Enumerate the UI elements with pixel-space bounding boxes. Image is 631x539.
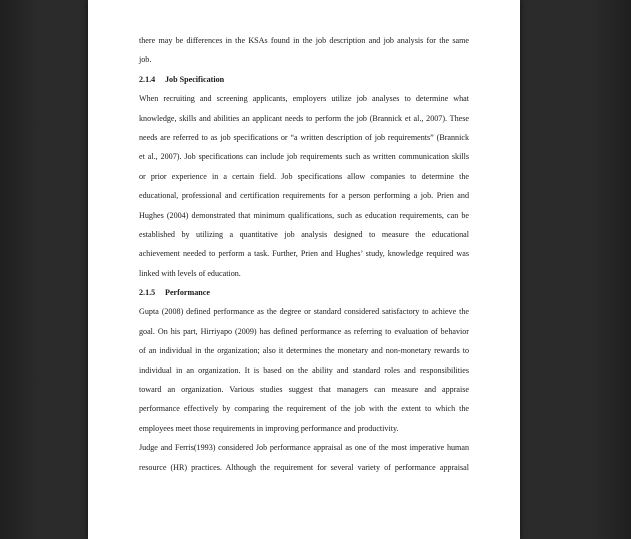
text-line: employees meet those requirements in improving performance and productivity. bbox=[139, 423, 399, 433]
text-line: performance effectively by comparing the requirement of the job with the extent to which the bbox=[139, 404, 469, 414]
text-line: toward an organization. Various studies suggest that managers can measure and appraise bbox=[139, 385, 469, 395]
text-line: achievement needed to perform a task. Further, Prien and Hughes’ study, knowledge required was bbox=[139, 249, 469, 259]
text-line: individual in an organization. It is based on the ability and standard roles and responsibilities bbox=[139, 365, 469, 375]
section-heading bbox=[139, 283, 469, 302]
page-content bbox=[139, 31, 469, 477]
text-line: of an individual in the organization; also it determines the monetary and non-monetary rewards to bbox=[139, 346, 469, 356]
document-page bbox=[88, 0, 520, 539]
section-number: 2.1.4 bbox=[139, 74, 156, 84]
section-heading bbox=[139, 70, 469, 89]
text-line: Judge and Ferris(1993) considered Job performance appraisal as one of the most imperative human bbox=[139, 443, 469, 453]
text-line: Hughes (2004) demonstrated that minimum qualifications, such as education requirements, can be bbox=[139, 210, 469, 220]
section-title: Performance bbox=[165, 288, 210, 298]
text-line: needs are referred to as job specifications or “a written description of job requirements” (Brannick bbox=[139, 132, 469, 142]
section-number: 2.1.5 bbox=[139, 288, 156, 298]
text-line: there may be differences in the KSAs found in the job description and job analysis for the same bbox=[139, 36, 469, 45]
text-line: job. bbox=[139, 55, 152, 65]
text-line: knowledge, skills and abilities an applicant needs to perform the job (Brannick et al., 2007). These bbox=[139, 113, 469, 123]
text-line: resource (HR) practices. Although the requirement for several variety of performance appraisal bbox=[139, 462, 469, 472]
text-line: goal. On his part, Hirriyapo (2009) has defined performance as referring to evaluation of behavior bbox=[139, 326, 469, 336]
text-line: or prior experience in a certain field. Job specifications allow companies to determine the bbox=[139, 171, 469, 181]
text-line: Gupta (2008) defined performance as the degree or standard considered satisfactory to achieve the bbox=[139, 307, 469, 317]
text-line: linked with levels of education. bbox=[139, 268, 241, 278]
text-line: When recruiting and screening applicants, employers utilize job analyses to determine what bbox=[139, 94, 469, 104]
text-line: et al., 2007). Job specifications can include job requirements such as written communication skills bbox=[139, 152, 469, 162]
text-line: educational, professional and certification requirements for a person performing a job. Prien and bbox=[139, 191, 469, 201]
text-line: established by utilizing a quantitative job analysis designed to measure the educational bbox=[139, 229, 469, 239]
section-title: Job Specification bbox=[165, 74, 225, 84]
